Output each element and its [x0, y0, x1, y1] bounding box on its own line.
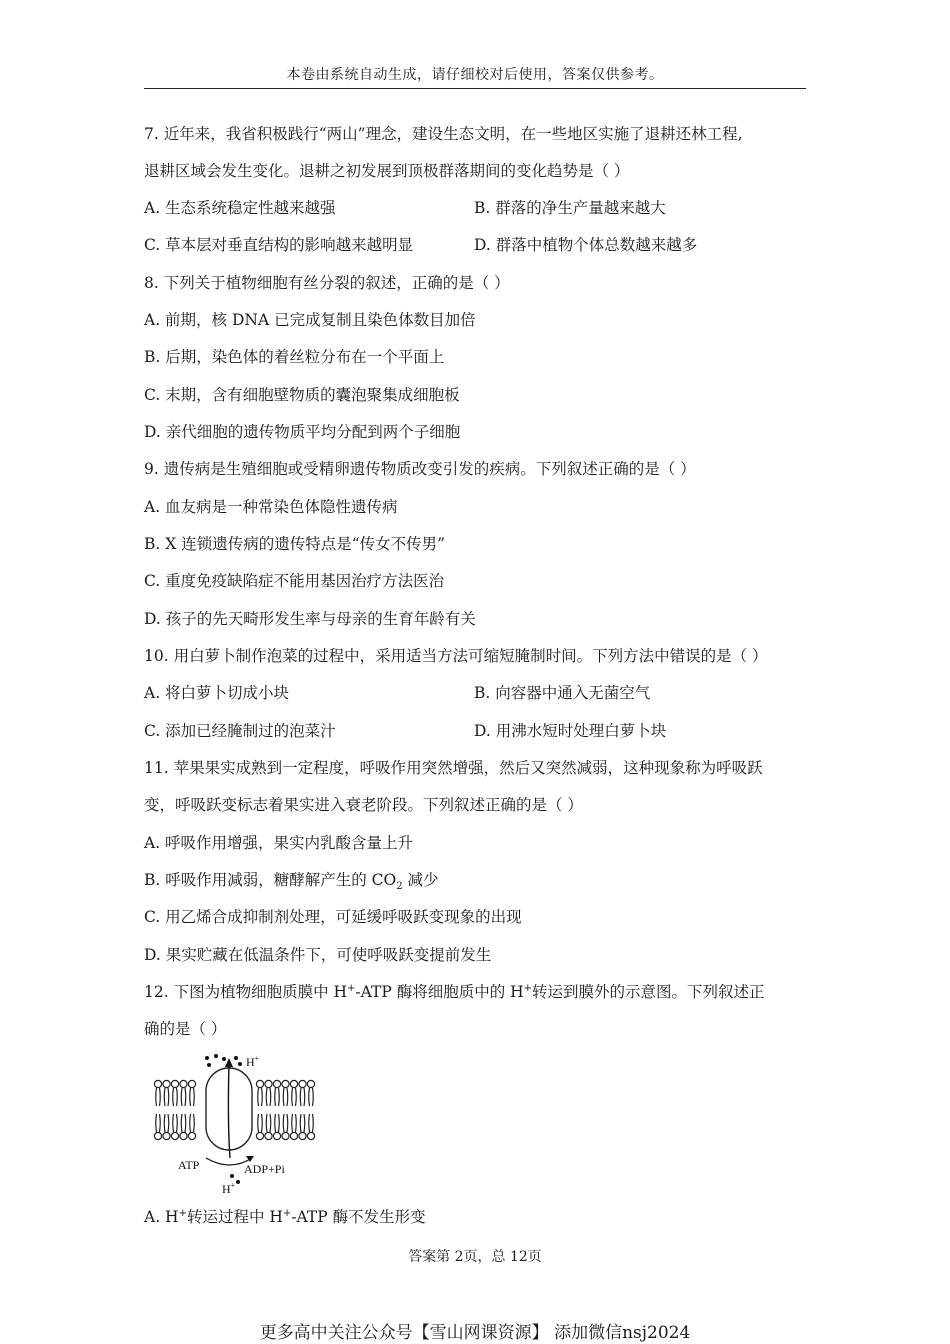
q10-option-c: C. 添加已经腌制过的泡菜汁 [144, 722, 336, 740]
q7-option-a: A. 生态系统稳定性越来越强 [144, 199, 336, 217]
label-atp: ATP [178, 1158, 200, 1172]
q12-stem-line1: 12. 下图为植物细胞质膜中 H+-ATP 酶将细胞质中的 H+转运到膜外的示意图。下列叙述正 [144, 982, 765, 1001]
q7-option-c: C. 草本层对垂直结构的影响越来越明显 [144, 236, 414, 254]
header-rule [144, 88, 806, 89]
label-h-bottom: H+ [222, 1181, 236, 1196]
q9-option-c: C. 重度免疫缺陷症不能用基因治疗方法医治 [144, 572, 445, 590]
label-adp-pi: ADP+Pi [244, 1162, 285, 1176]
q11-option-a: A. 呼吸作用增强，果实内乳酸含量上升 [144, 834, 414, 852]
q7-option-b: B. 群落的净生产量越来越大 [474, 199, 666, 217]
q8-option-b: B. 后期，染色体的着丝粒分布在一个平面上 [144, 348, 445, 366]
q7-stem-line2: 退耕区域会发生变化。退耕之初发展到顶极群落期间的变化趋势是（ ） [144, 162, 630, 180]
page-number-footer: 答案第 2页，总 12页 [408, 1249, 542, 1265]
q12-stem-line2: 确的是（ ） [144, 1020, 227, 1038]
q10-option-b: B. 向容器中通入无菌空气 [474, 684, 651, 702]
q11-stem-line2: 变，呼吸跃变标志着果实进入衰老阶段。下列叙述正确的是（ ） [144, 796, 583, 814]
q11-option-d: D. 果实贮藏在低温条件下，可使呼吸跃变提前发生 [144, 946, 492, 964]
q8-option-c: C. 末期，含有细胞壁物质的囊泡聚集成细胞板 [144, 386, 460, 404]
h-atpase-membrane-diagram [150, 1050, 325, 1200]
q8-option-d: D. 亲代细胞的遗传物质平均分配到两个子细胞 [144, 423, 461, 441]
promo-footer: 更多高中关注公众号【雪山网课资源】 添加微信nsj2024 [259, 1323, 691, 1343]
q10-option-a: A. 将白萝卜切成小块 [144, 684, 290, 702]
proton-dots-outside [205, 1054, 242, 1067]
label-h-top: H+ [246, 1054, 260, 1069]
q7-stem-line1: 7. 近年来，我省积极践行“两山”理念，建设生态文明，在一些地区实施了退耕还林工程, [144, 125, 743, 143]
q9-option-d: D. 孩子的先天畸形发生率与母亲的生育年龄有关 [144, 610, 476, 628]
q11-stem-line1: 11. 苹果果实成熟到一定程度，呼吸作用突然增强，然后又突然减弱，这种现象称为呼吸跃 [144, 759, 763, 777]
page-header-notice: 本卷由系统自动生成，请仔细校对后使用，答案仅供参考。 [286, 67, 664, 83]
q10-option-d: D. 用沸水短时处理白萝卜块 [474, 722, 667, 740]
q9-stem: 9. 遗传病是生殖细胞或受精卵遗传物质改变引发的疾病。下列叙述正确的是（ ） [144, 460, 696, 478]
arrow-head-up [225, 1058, 233, 1067]
q11-option-b: B. 呼吸作用减弱，糖酵解产生的 $CO_2$ 减少 [144, 871, 439, 893]
q12-option-a: A. H+转运过程中 H+-ATP 酶不发生形变 [144, 1207, 426, 1226]
q9-option-a: A. 血友病是一种常染色体隐性遗传病 [144, 498, 398, 516]
q10-stem: 10. 用白萝卜制作泡菜的过程中，采用适当方法可缩短腌制时间。下列方法中错误的是（ ） [144, 647, 768, 665]
q9-option-b: B. X 连锁遗传病的遗传特点是“传女不传男” [144, 535, 446, 553]
q8-stem: 8. 下列关于植物细胞有丝分裂的叙述，正确的是（ ） [144, 274, 510, 292]
q11-option-c: C. 用乙烯合成抑制剂处理，可延缓呼吸跃变现象的出现 [144, 908, 522, 926]
q8-option-a: A. 前期，核 DNA 已完成复制且染色体数目加倍 [144, 311, 476, 329]
q7-option-d: D. 群落中植物个体总数越来越多 [474, 236, 698, 254]
